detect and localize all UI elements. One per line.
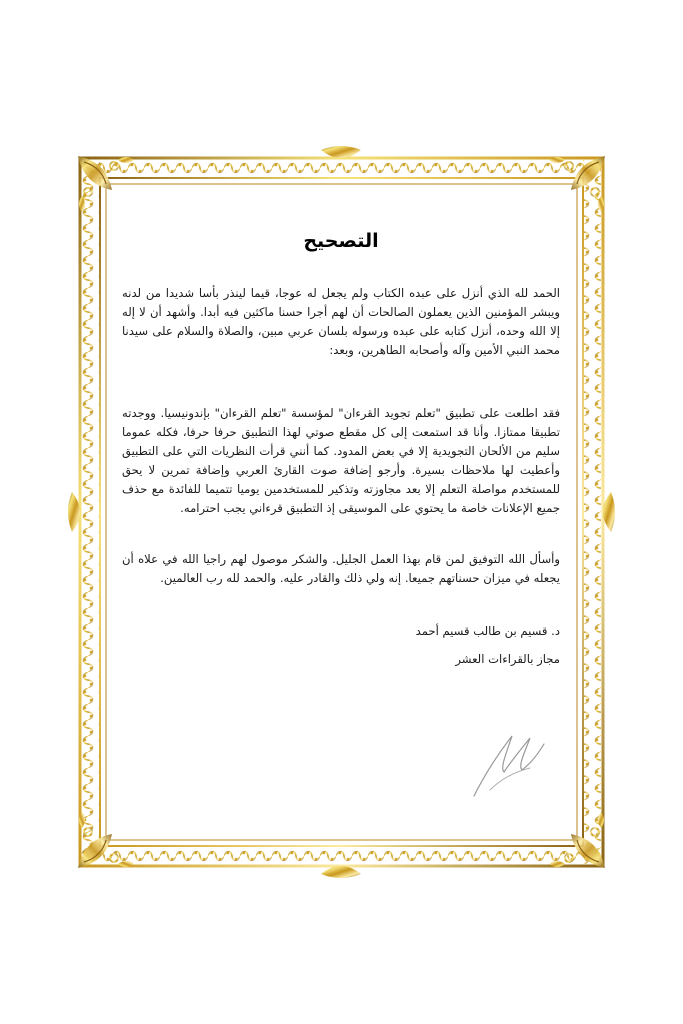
opening-paragraph: الحمد لله الذي أنزل على عبده الكتاب ولم يجعل له عوجا، قيما لينذر بأسا شديدا من لدنه ويبشر المؤمنين الذين يعملون الصالحات أن لهم أجرا حسنا ماكثين فيه أبدا. وأشهد أن لا إله إلا الله وحده، أنزل كتابه على عبده ورسوله بلسان عربي مبين، والصلاة والسلام على سيدنا محمد النبي الأمين وآله وأصحابه الطاهرين، وبعد: bbox=[122, 286, 560, 357]
handwritten-signature bbox=[460, 724, 552, 804]
signatory-name: د. قسيم بن طالب قسيم أحمد bbox=[415, 624, 560, 638]
document-title: التصحيح bbox=[303, 230, 379, 252]
closing-paragraph: وأسأل الله التوفيق لمن قام بهذا العمل الجليل. والشكر موصول لهم راجيا الله في علاه أن يجعله في ميزان حسناتهم جميعا. إنه ولي ذلك والقادر عليه. والحمد لله رب العالمين. bbox=[122, 552, 560, 585]
review-paragraph: فقد اطلعت على تطبيق "تعلم تجويد القرءان" لمؤسسة "تعلم القرءان" بإندونيسيا. ووجدته تطبيقا ممتازا. وأنا قد استمعت إلى كل مقطع صوتي لهذا التطبيق حرفا حرفا، فكله عموما سليم من الألحان التجويدية إلا في بعض المدود. كما أنني قرأت النظريات التي على التطبيق وأعطيت لها ملاحظات بسيرة. وأرجو إضافة صوت القارئ العربي وإضافة تمرين لا يحق للمستخدم مواصلة التعلم إلا بعد مجاوزته وتذكير للمستخدمين يوميا تتميما للفائدة مع حذف جميع الإعلانات خاصة ما يحتوي على الموسيقى إذ التطبيق قرءاني يجب احترامه. bbox=[122, 406, 560, 515]
signatory-qualification: مجاز بالقراءات العشر bbox=[455, 652, 560, 666]
